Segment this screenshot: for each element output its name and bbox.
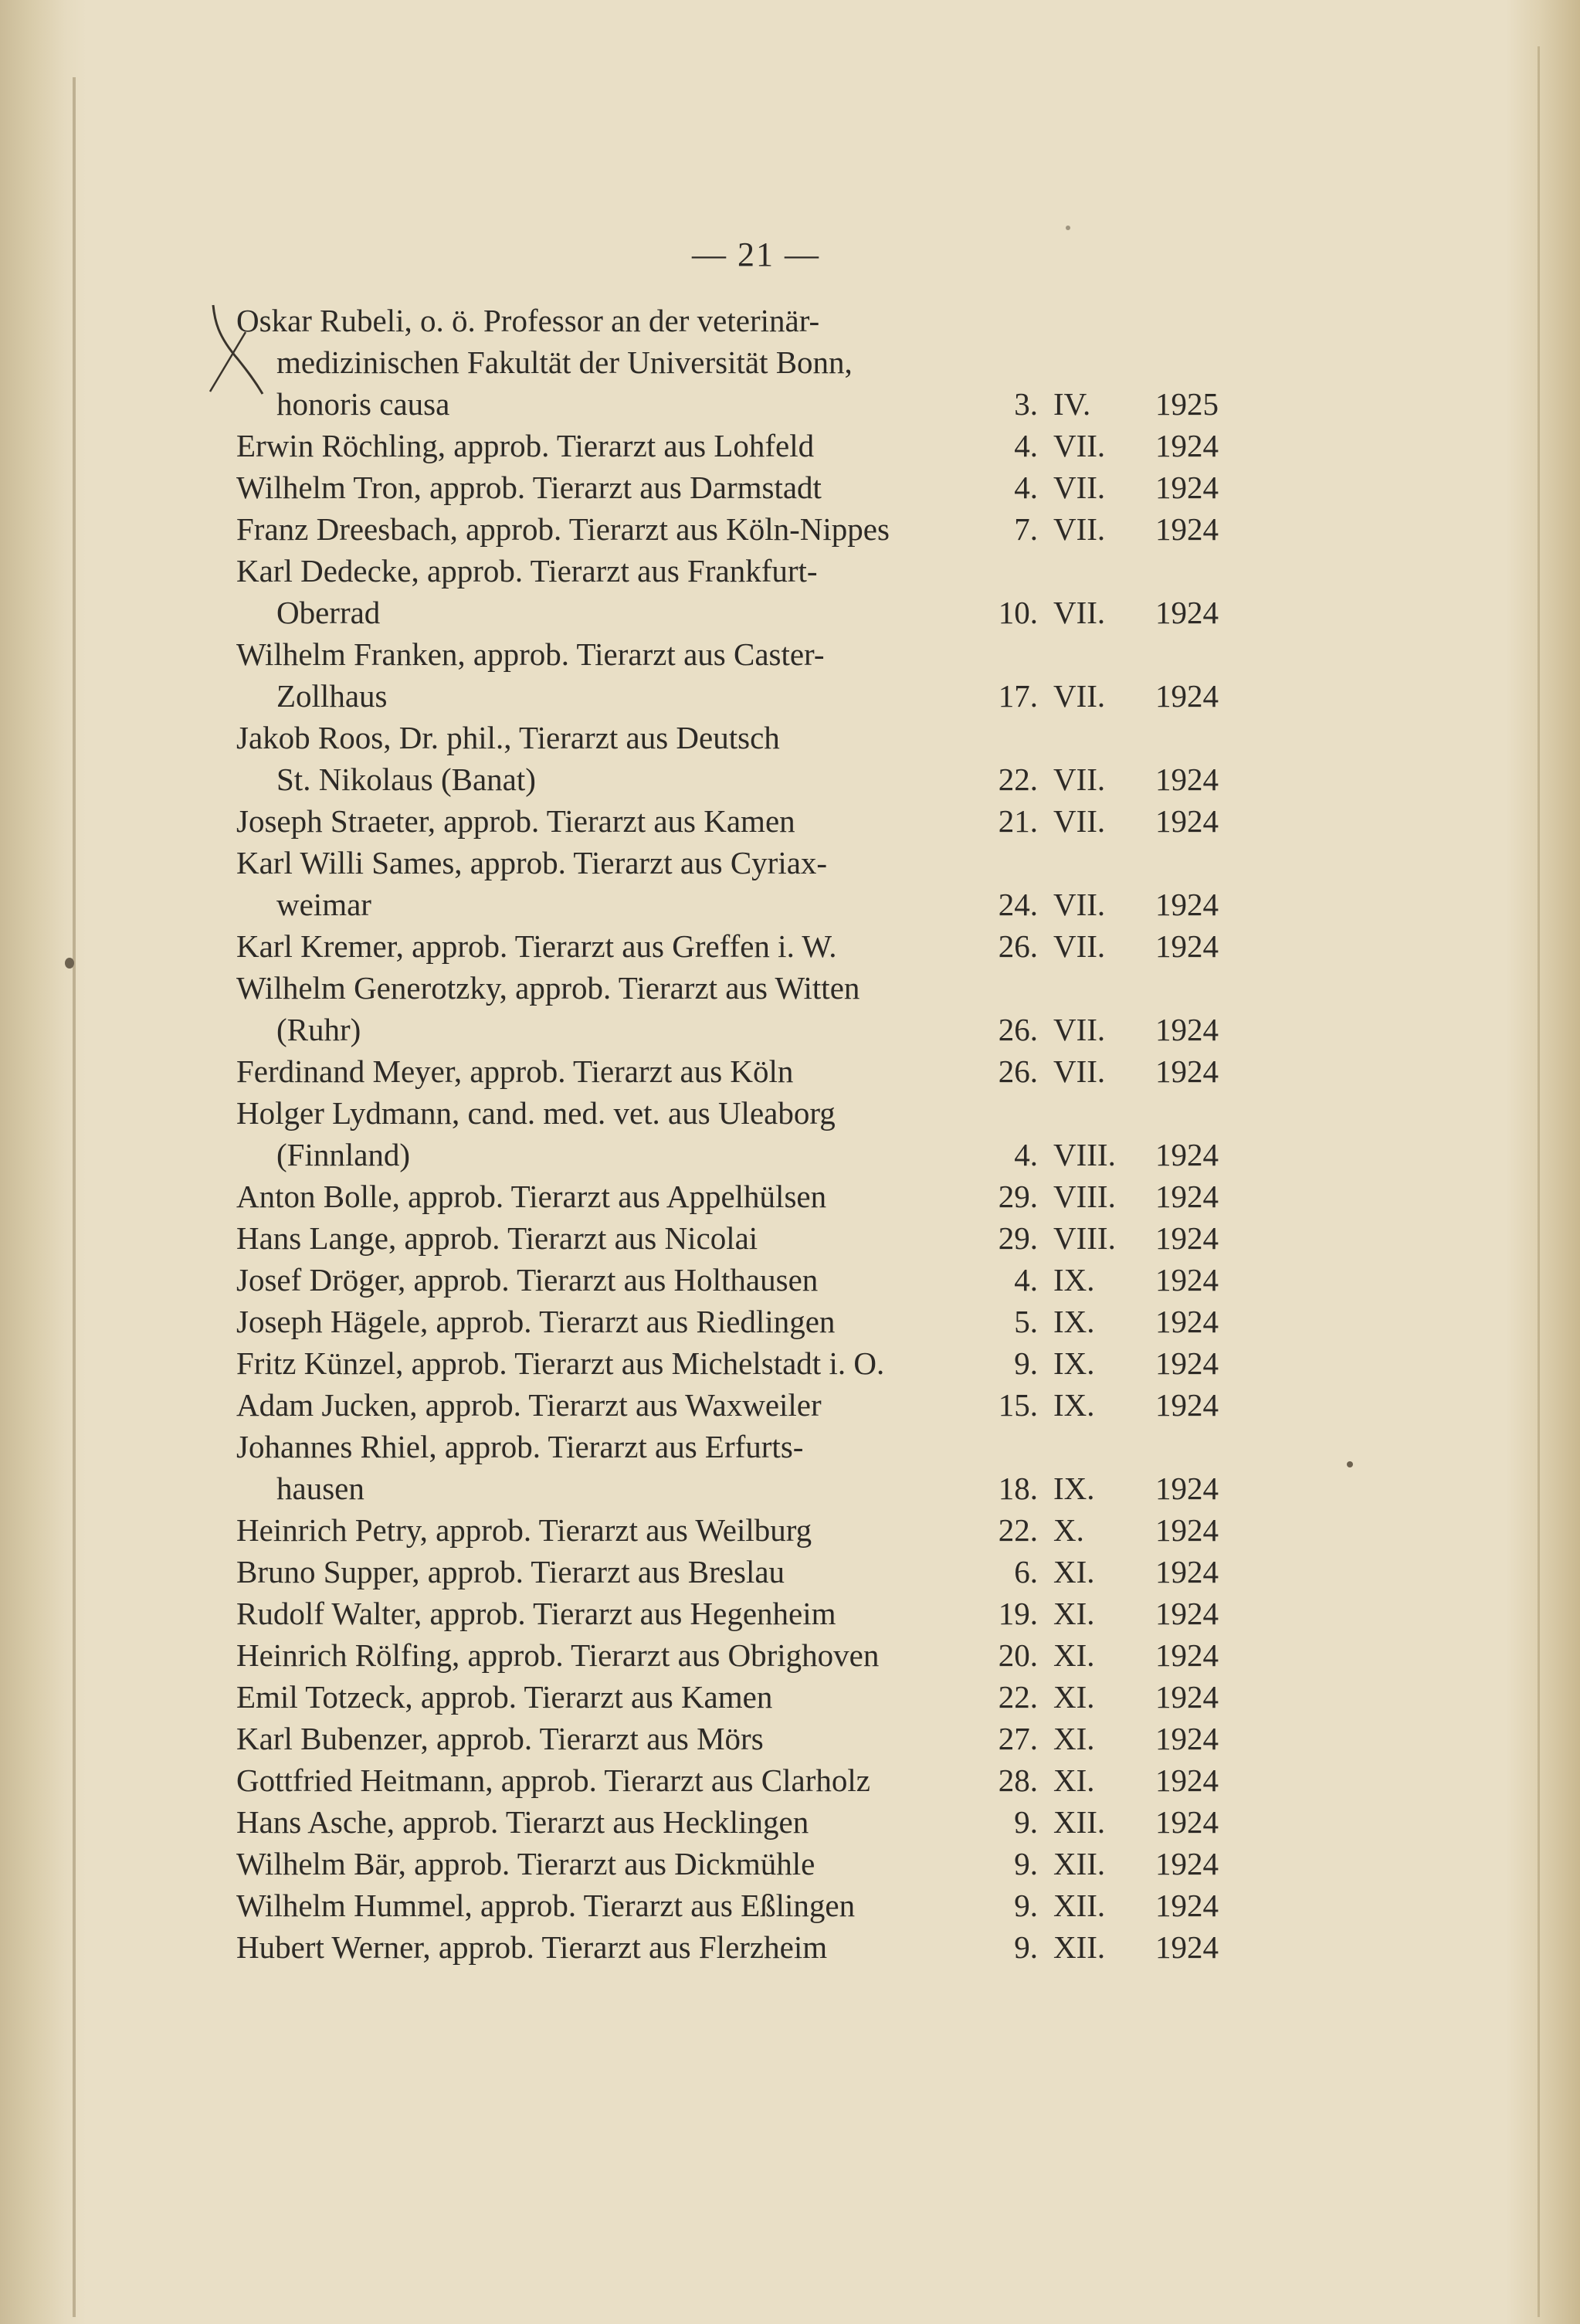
entry-line: Karl Willi Sames, approb. Tierarzt aus Cyriax- xyxy=(236,845,828,880)
list-item xyxy=(236,425,1229,466)
entry-year: 1924 xyxy=(1155,1721,1219,1756)
entry-line: Wilhelm Generotzky, approb. Tierarzt aus Witten xyxy=(236,970,860,1006)
entry-line: Heinrich Petry, approb. Tierarzt aus Weilburg xyxy=(236,1512,812,1548)
list-item xyxy=(236,842,1229,925)
entry-text xyxy=(236,925,964,967)
entry-line: Gottfried Heitmann, approb. Tierarzt aus Clarholz xyxy=(236,1763,870,1798)
entry-text xyxy=(236,967,964,1050)
entry-text xyxy=(236,466,964,508)
list-item xyxy=(236,1384,1229,1426)
entry-day: 22. xyxy=(998,1679,1038,1715)
entry-text xyxy=(236,1926,964,1968)
entry-line: Rudolf Walter, approb. Tierarzt aus Hegenheim xyxy=(236,1596,836,1631)
entry-line: Adam Jucken, approb. Tierarzt aus Waxweiler xyxy=(236,1387,822,1423)
entry-month: VII. xyxy=(1053,428,1106,463)
entry-day: 9. xyxy=(1014,1888,1038,1923)
entry-year: 1924 xyxy=(1155,470,1219,505)
entry-line: Wilhelm Franken, approb. Tierarzt aus Caster- xyxy=(236,636,825,672)
entry-line: Heinrich Rölfing, approb. Tierarzt aus Obrighoven xyxy=(236,1637,880,1673)
entry-line: Franz Dreesbach, approb. Tierarzt aus Köln-Nippes xyxy=(236,511,890,547)
entry-day: 18. xyxy=(998,1471,1038,1506)
entry-year: 1924 xyxy=(1155,1179,1219,1214)
entry-line: Wilhelm Tron, approb. Tierarzt aus Darmstadt xyxy=(236,470,822,505)
entry-day: 6. xyxy=(1014,1554,1038,1589)
entry-text xyxy=(236,633,964,717)
entry-text xyxy=(236,508,964,550)
entry-line: Jakob Roos, Dr. phil., Tierarzt aus Deutsch xyxy=(236,720,780,755)
list-item xyxy=(236,550,1229,633)
entry-month: VII. xyxy=(1053,928,1106,964)
entry-line: medizinischen Fakultät der Universität Bonn, xyxy=(276,344,853,380)
entry-text xyxy=(236,300,964,425)
entry-line: Anton Bolle, approb. Tierarzt aus Appelhülsen xyxy=(236,1179,827,1214)
spine-fold-line xyxy=(73,77,76,2317)
entry-day: 4. xyxy=(1014,1137,1038,1172)
entry-line: honoris causa xyxy=(276,386,450,422)
entry-year: 1924 xyxy=(1155,1929,1219,1965)
entry-month: XI. xyxy=(1053,1596,1095,1631)
entry-year: 1924 xyxy=(1155,1137,1219,1172)
entry-line: Bruno Supper, approb. Tierarzt aus Breslau xyxy=(236,1554,785,1589)
entry-text xyxy=(236,1217,964,1259)
list-item xyxy=(236,925,1229,967)
page-edge-line xyxy=(1538,46,1540,2317)
entry-text xyxy=(236,1718,964,1759)
entry-day: 4. xyxy=(1014,470,1038,505)
list-item xyxy=(236,1843,1229,1885)
list-item xyxy=(236,1759,1229,1801)
entry-month: IX. xyxy=(1053,1471,1095,1506)
entry-month: VII. xyxy=(1053,803,1106,839)
entry-text xyxy=(236,1676,964,1718)
list-item xyxy=(236,633,1229,717)
entry-line: Hans Asche, approb. Tierarzt aus Hecklingen xyxy=(236,1804,809,1840)
entry-month: VII. xyxy=(1053,511,1106,547)
entry-line: Karl Dedecke, approb. Tierarzt aus Frankfurt- xyxy=(236,553,818,589)
list-item xyxy=(236,1509,1229,1551)
list-item xyxy=(236,1217,1229,1259)
entry-month: IX. xyxy=(1053,1387,1095,1423)
entry-line: Oberrad xyxy=(276,595,381,630)
entry-line: Oskar Rubeli, o. ö. Professor an der veterinär- xyxy=(236,303,820,338)
entry-line: Karl Bubenzer, approb. Tierarzt aus Mörs xyxy=(236,1721,764,1756)
entry-month: VIII. xyxy=(1053,1220,1116,1256)
list-item xyxy=(236,800,1229,842)
list-item xyxy=(236,1593,1229,1634)
entry-line: Joseph Hägele, approb. Tierarzt aus Riedlingen xyxy=(236,1304,836,1339)
entry-month: VII. xyxy=(1053,887,1106,922)
entry-year: 1924 xyxy=(1155,887,1219,922)
entry-month: XI. xyxy=(1053,1679,1095,1715)
entry-text xyxy=(236,800,964,842)
entry-month: VII. xyxy=(1053,1053,1106,1089)
entry-day: 5. xyxy=(1014,1304,1038,1339)
entry-line: Joseph Straeter, approb. Tierarzt aus Kamen xyxy=(236,803,795,839)
entry-line: Fritz Künzel, approb. Tierarzt aus Michelstadt i. O. xyxy=(236,1345,885,1381)
list-item xyxy=(236,1050,1229,1092)
entry-month: IX. xyxy=(1053,1345,1095,1381)
entry-year: 1924 xyxy=(1155,1763,1219,1798)
entry-month: VIII. xyxy=(1053,1179,1116,1214)
entry-month: VII. xyxy=(1053,470,1106,505)
entry-text xyxy=(236,1176,964,1217)
entry-day: 22. xyxy=(998,762,1038,797)
list-item xyxy=(236,717,1229,800)
entry-text xyxy=(236,1342,964,1384)
entry-year: 1924 xyxy=(1155,928,1219,964)
entry-year: 1924 xyxy=(1155,1512,1219,1548)
entry-year: 1924 xyxy=(1155,1304,1219,1339)
list-item xyxy=(236,1926,1229,1968)
list-item xyxy=(236,967,1229,1050)
entry-text xyxy=(236,1843,964,1885)
entry-day: 26. xyxy=(998,1053,1038,1089)
entry-text xyxy=(236,842,964,925)
entry-line: St. Nikolaus (Banat) xyxy=(276,762,536,797)
entry-year: 1924 xyxy=(1155,1554,1219,1589)
entry-text xyxy=(236,1634,964,1676)
entry-day: 10. xyxy=(998,595,1038,630)
entry-line: hausen xyxy=(276,1471,364,1506)
entry-text xyxy=(236,1259,964,1301)
list-item xyxy=(236,1301,1229,1342)
ink-speck xyxy=(1066,226,1070,230)
entry-month: XI. xyxy=(1053,1554,1095,1589)
entry-year: 1924 xyxy=(1155,1888,1219,1923)
entry-day: 15. xyxy=(998,1387,1038,1423)
entry-day: 29. xyxy=(998,1220,1038,1256)
entry-day: 9. xyxy=(1014,1345,1038,1381)
entry-month: IX. xyxy=(1053,1304,1095,1339)
entry-year: 1924 xyxy=(1155,678,1219,714)
entry-year: 1924 xyxy=(1155,1220,1219,1256)
entry-year: 1925 xyxy=(1155,386,1219,422)
list-item xyxy=(236,508,1229,550)
entry-line: Karl Kremer, approb. Tierarzt aus Greffen i. W. xyxy=(236,928,837,964)
entry-day: 9. xyxy=(1014,1804,1038,1840)
entry-text xyxy=(236,550,964,633)
entry-text xyxy=(236,1759,964,1801)
entry-line: (Finnland) xyxy=(276,1137,411,1172)
entry-day: 20. xyxy=(998,1637,1038,1673)
ink-speck xyxy=(65,958,74,969)
entry-year: 1924 xyxy=(1155,1804,1219,1840)
entry-year: 1924 xyxy=(1155,1679,1219,1715)
page-content xyxy=(236,232,1229,1968)
entry-line: Wilhelm Hummel, approb. Tierarzt aus Eßlingen xyxy=(236,1888,856,1923)
entry-line: Wilhelm Bär, approb. Tierarzt aus Dickmühle xyxy=(236,1846,815,1881)
list-item xyxy=(236,1676,1229,1718)
page-edge xyxy=(1506,0,1580,2324)
entry-year: 1924 xyxy=(1155,1387,1219,1423)
entry-month: VII. xyxy=(1053,762,1106,797)
entry-line: Zollhaus xyxy=(276,678,388,714)
entry-year: 1924 xyxy=(1155,803,1219,839)
entry-month: XII. xyxy=(1053,1846,1106,1881)
entry-day: 4. xyxy=(1014,428,1038,463)
list-item xyxy=(236,1551,1229,1593)
entry-year: 1924 xyxy=(1155,762,1219,797)
entry-text xyxy=(236,1092,964,1176)
list-item xyxy=(236,1426,1229,1509)
entry-day: 29. xyxy=(998,1179,1038,1214)
entry-text xyxy=(236,717,964,800)
entry-month: XII. xyxy=(1053,1888,1106,1923)
entry-year: 1924 xyxy=(1155,1012,1219,1047)
entry-line: Erwin Röchling, approb. Tierarzt aus Lohfeld xyxy=(236,428,815,463)
entry-line: Ferdinand Meyer, approb. Tierarzt aus Köln xyxy=(236,1053,794,1089)
entry-text xyxy=(236,425,964,466)
entry-month: IV. xyxy=(1053,386,1091,422)
entry-year: 1924 xyxy=(1155,1345,1219,1381)
entry-list xyxy=(236,300,1229,1968)
entry-year: 1924 xyxy=(1155,1471,1219,1506)
entry-month: VIII. xyxy=(1053,1137,1116,1172)
entry-month: VII. xyxy=(1053,678,1106,714)
entry-year: 1924 xyxy=(1155,1053,1219,1089)
entry-day: 19. xyxy=(998,1596,1038,1631)
entry-text xyxy=(236,1426,964,1509)
list-item xyxy=(236,1634,1229,1676)
entry-text xyxy=(236,1050,964,1092)
entry-text xyxy=(236,1509,964,1551)
entry-line: Holger Lydmann, cand. med. vet. aus Uleaborg xyxy=(236,1095,836,1131)
entry-day: 4. xyxy=(1014,1262,1038,1298)
entry-line: weimar xyxy=(276,887,371,922)
entry-month: XII. xyxy=(1053,1804,1106,1840)
entry-month: XII. xyxy=(1053,1929,1106,1965)
list-item xyxy=(236,1342,1229,1384)
entry-day: 27. xyxy=(998,1721,1038,1756)
entry-day: 22. xyxy=(998,1512,1038,1548)
entry-month: XI. xyxy=(1053,1763,1095,1798)
list-item xyxy=(236,466,1229,508)
entry-day: 21. xyxy=(998,803,1038,839)
entry-year: 1924 xyxy=(1155,428,1219,463)
entry-day: 9. xyxy=(1014,1929,1038,1965)
entry-day: 26. xyxy=(998,1012,1038,1047)
entry-text xyxy=(236,1801,964,1843)
entry-day: 26. xyxy=(998,928,1038,964)
entry-day: 17. xyxy=(998,678,1038,714)
entry-year: 1924 xyxy=(1155,511,1219,547)
ink-speck xyxy=(1347,1461,1353,1467)
entry-day: 9. xyxy=(1014,1846,1038,1881)
entry-year: 1924 xyxy=(1155,1262,1219,1298)
entry-line: Josef Dröger, approb. Tierarzt aus Holthausen xyxy=(236,1262,819,1298)
list-item xyxy=(236,300,1229,425)
list-item xyxy=(236,1885,1229,1926)
entry-day: 24. xyxy=(998,887,1038,922)
entry-month: IX. xyxy=(1053,1262,1095,1298)
entry-line: Johannes Rhiel, approb. Tierarzt aus Erfurts- xyxy=(236,1429,804,1464)
entry-year: 1924 xyxy=(1155,1846,1219,1881)
entry-day: 3. xyxy=(1014,386,1038,422)
entry-text xyxy=(236,1301,964,1342)
entry-year: 1924 xyxy=(1155,595,1219,630)
entry-month: XI. xyxy=(1053,1721,1095,1756)
entry-text xyxy=(236,1384,964,1426)
entry-day: 28. xyxy=(998,1763,1038,1798)
entry-line: Emil Totzeck, approb. Tierarzt aus Kamen xyxy=(236,1679,773,1715)
entry-month: VII. xyxy=(1053,1012,1106,1047)
entry-month: XI. xyxy=(1053,1637,1095,1673)
list-item xyxy=(236,1718,1229,1759)
entry-month: VII. xyxy=(1053,595,1106,630)
entry-line: Hans Lange, approb. Tierarzt aus Nicolai xyxy=(236,1220,758,1256)
entry-line: (Ruhr) xyxy=(276,1012,361,1047)
entry-text xyxy=(236,1593,964,1634)
list-item xyxy=(236,1092,1229,1176)
entry-text xyxy=(236,1885,964,1926)
list-item xyxy=(236,1259,1229,1301)
entry-year: 1924 xyxy=(1155,1596,1219,1631)
entry-text xyxy=(236,1551,964,1593)
entry-year: 1924 xyxy=(1155,1637,1219,1673)
list-item xyxy=(236,1176,1229,1217)
entry-day: 7. xyxy=(1014,511,1038,547)
entry-month: X. xyxy=(1053,1512,1084,1548)
entry-line: Hubert Werner, approb. Tierarzt aus Flerzheim xyxy=(236,1929,828,1965)
list-item xyxy=(236,1801,1229,1843)
page-number: — 21 — xyxy=(692,236,820,273)
